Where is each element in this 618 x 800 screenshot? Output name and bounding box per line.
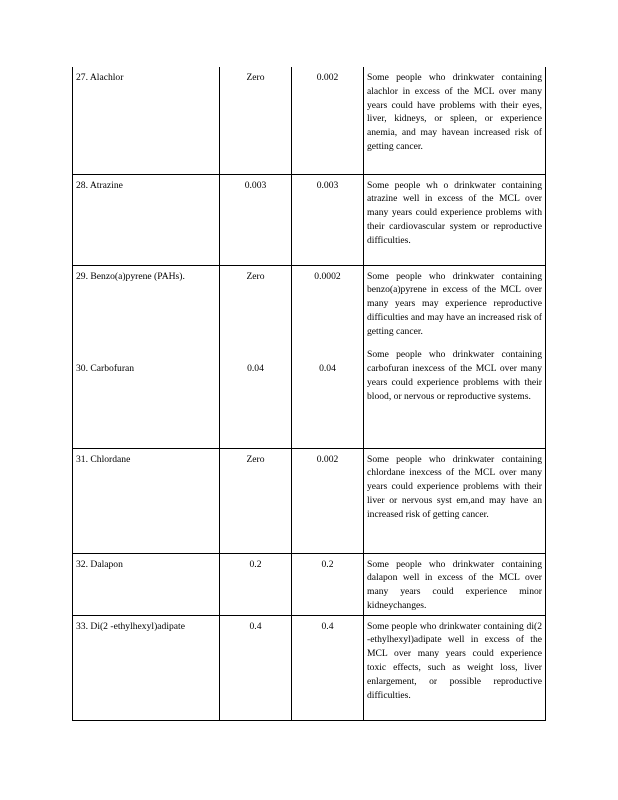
mclg-cell [220, 265, 292, 448]
mcl-cell [292, 67, 364, 174]
mclg-value: 0.4 [249, 620, 262, 632]
health-effects-cell [364, 265, 546, 448]
mcl-value: 0.04 [319, 362, 336, 374]
mclg-value: 0.003 [244, 179, 267, 191]
health-effects-cell [364, 174, 546, 265]
health-effects-text: Some people who drinkwater containing benzo(a)pyrene in excess of the MCL over many years may experience reproductive difficulties and may have an increased risk of getting cancer. [367, 270, 542, 337]
mcl-value: 0.2 [321, 558, 334, 570]
mclg-value: 0.04 [247, 362, 264, 374]
health-effects-cell [364, 67, 546, 174]
mclg-cell [220, 174, 292, 265]
mclg-cell [220, 553, 292, 615]
table-row [73, 448, 546, 553]
mclg-value: Zero [246, 270, 265, 282]
health-effects-text: Some people who drinkwater containing carbofuran inexcess of the MCL over many years could experience problems with their blood, or nervous or reproductive systems. [367, 349, 542, 402]
contaminant-name-cell [73, 553, 220, 615]
mcl-cell [292, 615, 364, 720]
mclg-cell [220, 615, 292, 720]
mclg-value: 0.2 [249, 558, 262, 570]
contaminant-name-cell [73, 265, 220, 448]
contaminant-name-cell [73, 174, 220, 265]
mclg-value: Zero [246, 72, 265, 83]
table-row [73, 174, 546, 265]
mclg-cell [220, 448, 292, 553]
health-effects-text: Some people who drinkwater containing alachlor in excess of the MCL over many years could have problems with their eyes, liver, kidneys, or spleen, or experience anemia, and may havean increased risk of getting cancer. [367, 72, 542, 152]
table-row [73, 67, 546, 174]
table-row [73, 265, 546, 448]
contaminant-name-cell [73, 67, 220, 174]
mcl-value: 0.003 [316, 179, 339, 191]
contaminant-name: 27. Alachlor [76, 72, 124, 83]
mcl-cell [292, 174, 364, 265]
mcl-cell [292, 448, 364, 553]
mcl-cell [292, 553, 364, 615]
contaminant-name-cell [73, 448, 220, 553]
health-effects-text: Some people who drinkwater containing chlordane inexcess of the MCL over many years could experience problems with their liver or nervous syst em,and may have an increased risk of getting cancer. [367, 453, 542, 520]
health-effects-text: Some people wh o drinkwater containing atrazine well in excess of the MCL over many years could experience problems with their cardiovascular system or reproductive difficulties. [367, 179, 542, 246]
mcl-cell [292, 265, 364, 448]
mclg-cell [220, 67, 292, 174]
contaminant-name: 32. Dalapon [76, 558, 123, 570]
contaminant-name: 33. Di(2 -ethylhexyl)adipate [76, 620, 185, 632]
mcl-value: 0.4 [321, 620, 334, 632]
contaminant-table [72, 67, 546, 721]
health-effects-cell [364, 553, 546, 615]
contaminant-name: 31. Chlordane [76, 453, 131, 465]
mclg-value: Zero [246, 453, 265, 465]
contaminant-name: 30. Carbofuran [76, 362, 135, 374]
contaminant-name: 29. Benzo(a)pyrene (PAHs). [76, 270, 185, 282]
mcl-value: 0.002 [316, 453, 339, 465]
health-effects-cell [364, 448, 546, 553]
health-effects-text: Some people who drinkwater containing dalapon well in excess of the MCL over many years could experience minor kidneychanges. [367, 558, 542, 611]
health-effects-cell [364, 615, 546, 720]
contaminant-name: 28. Atrazine [76, 179, 123, 191]
health-effects-text: Some people who drinkwater containing di(2 -ethylhexyl)adipate well in excess of the MCL over many years could experience toxic effects, such as weight loss, liver enlargement, or possible reproductive difficulties. [367, 620, 542, 701]
table-row [73, 615, 546, 720]
contaminant-name-cell [73, 615, 220, 720]
table-row [73, 553, 546, 615]
mcl-value: 0.002 [316, 72, 339, 83]
mcl-value: 0.0002 [314, 270, 341, 282]
